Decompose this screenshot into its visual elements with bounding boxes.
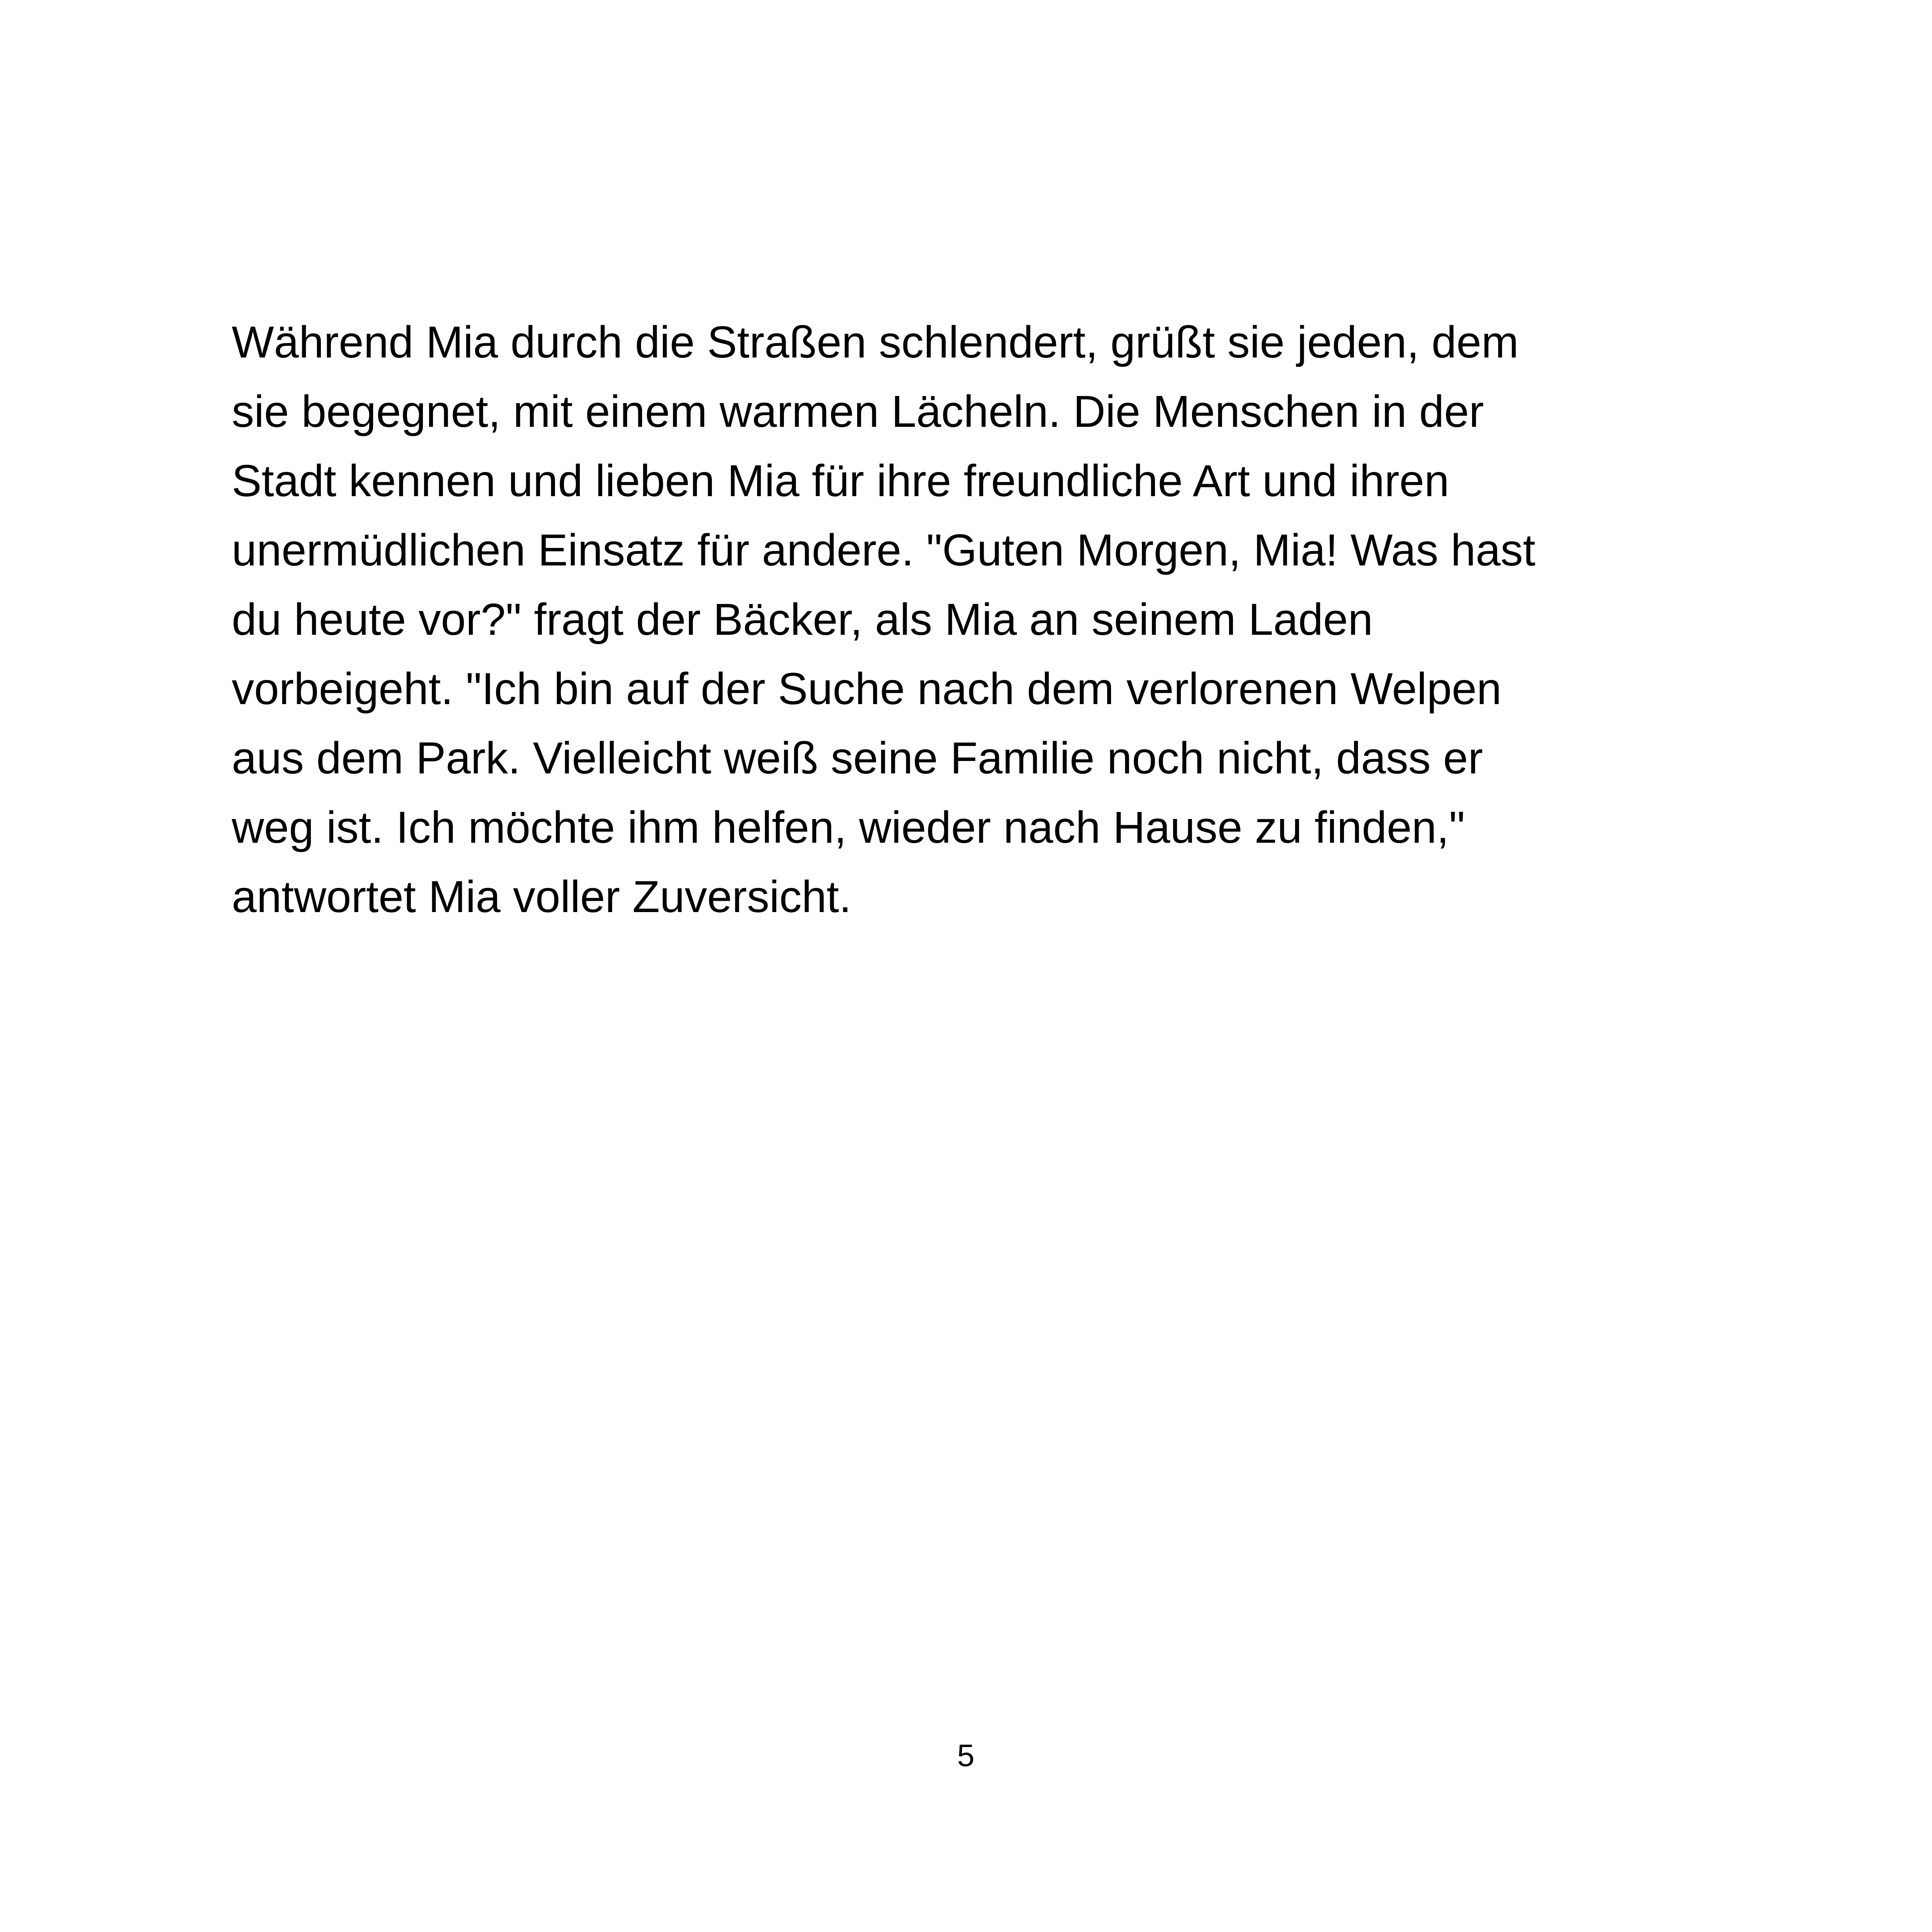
paragraph-line: Stadt kennen und lieben Mia für ihre freundliche Art und ihren xyxy=(232,456,1449,506)
paragraph-line: du heute vor?" fragt der Bäcker, als Mia an seinem Laden xyxy=(232,595,1373,645)
paragraph-line: vorbeigeht. "Ich bin auf der Suche nach dem verlorenen Welpen xyxy=(232,664,1502,714)
page-number: 5 xyxy=(957,1738,975,1773)
story-paragraph xyxy=(232,308,1712,932)
paragraph-line: unermüdlichen Einsatz für andere. "Guten Morgen, Mia! Was hast xyxy=(232,525,1536,575)
paragraph-line: Während Mia durch die Straßen schlendert, grüßt sie jeden, dem xyxy=(232,317,1519,367)
paragraph-line: aus dem Park. Vielleicht weiß seine Familie noch nicht, dass er xyxy=(232,733,1483,783)
paragraph-line: sie begegnet, mit einem warmen Lächeln. Die Menschen in der xyxy=(232,387,1484,437)
paragraph-line: weg ist. Ich möchte ihm helfen, wieder nach Hause zu finden," xyxy=(232,803,1465,852)
paragraph-line: antwortet Mia voller Zuversicht. xyxy=(232,872,852,922)
